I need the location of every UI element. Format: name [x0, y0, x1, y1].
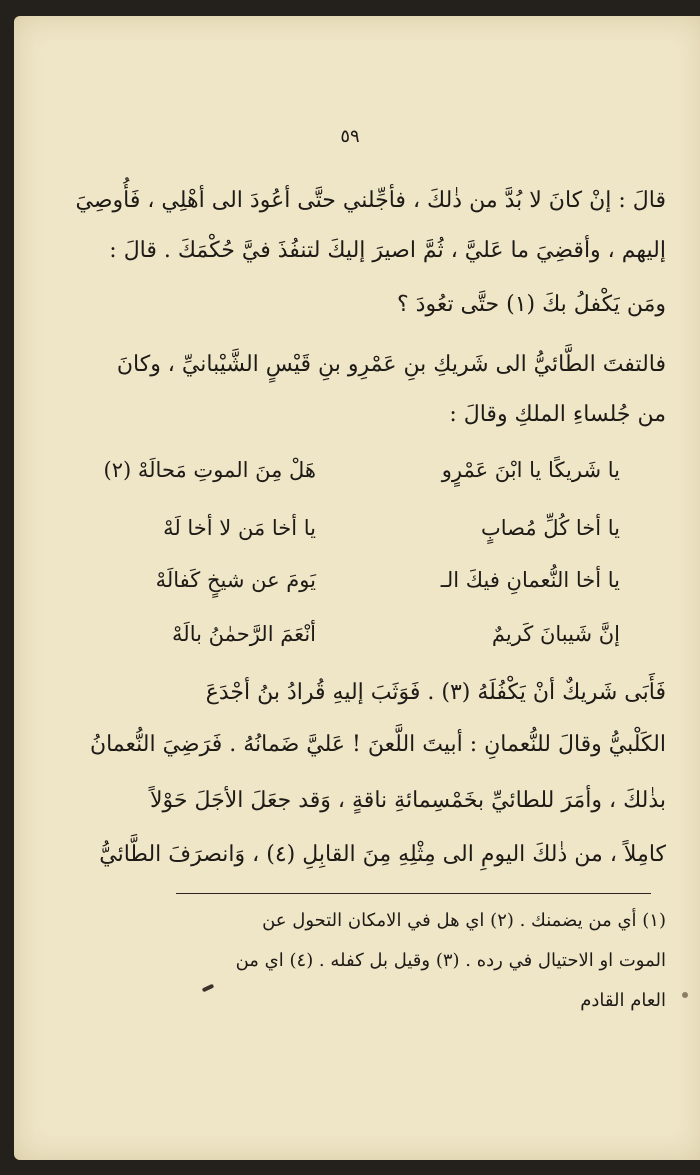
verse-first-hemistich: يا شَريكًا يا ابْنَ عَمْرٍو: [441, 458, 620, 482]
verse-second-hemistich: أنْعَمَ الرَّحمٰنُ بالَهْ: [172, 622, 316, 646]
verse-first-hemistich: يا أخا كُلِّ مُصابٍ: [480, 516, 620, 540]
footnote-line: (١) أي من يضمنك . (٢) اي هل في الامكان التحول عن: [262, 910, 666, 931]
verse-second-hemistich: يا أخا مَن لا أخا لَهْ: [163, 516, 316, 540]
text-line: من جُلساءِ الملكِ وقالَ :: [449, 402, 666, 427]
text-line: فَأَبَى شَريكٌ أنْ يَكْفُلَهُ (٣) . فَوَثَبَ إليهِ قُرادُ بنُ أجْدَعَ: [205, 680, 666, 705]
page-number: ٥٩: [340, 126, 360, 147]
verse-second-hemistich: هَلْ مِنَ الموتِ مَحالَهْ (٢): [103, 458, 316, 482]
verse-first-hemistich: يا أخا النُّعمانِ فيكَ الـ: [440, 568, 620, 592]
verse-first-hemistich: إنَّ شَيبانَ كَريمٌ: [491, 622, 620, 646]
text-line: إليهم ، وأقضِيَ ما عَليَّ ، ثُمَّ اصيرَ إليكَ لتنفُذَ فيَّ حُكْمَكَ . قالَ :: [109, 238, 666, 263]
footnote-line: العام القادم: [580, 990, 666, 1011]
footnote-line: الموت او الاحتيال في رده . (٣) وقيل بل كفله . (٤) اي من: [235, 950, 666, 971]
text-line: قالَ : إنْ كانَ لا بُدَّ من ذٰلكَ ، فأجِّلني حتَّى أعُودَ الى أهْلِي ، فَأُوصِيَ: [75, 188, 666, 213]
footnote-divider: [176, 893, 651, 894]
verse-second-hemistich: يَومَ عن شيخٍ كَفالَهْ: [155, 568, 316, 592]
text-line: ومَن يَكْفلُ بكَ (١) حتَّى تعُودَ ؟: [397, 292, 666, 317]
text-line: بذٰلكَ ، وأمَرَ للطائيِّ بخَمْسِمائةِ ناقةٍ ، وَقد جعَلَ الأجَلَ حَوْلاً: [149, 788, 666, 813]
text-line: الكَلْبيُّ وقالَ للنُّعمانِ : أبيتَ اللَّعنَ ! عَليَّ ضَمانُهُ . فَرَضِيَ النُّعمانُ: [89, 732, 666, 757]
margin-dot: [682, 992, 688, 998]
text-line: كامِلاً ، من ذٰلكَ اليومِ الى مِثْلِهِ مِنَ القابِلِ (٤) ، وَانصرَفَ الطَّائيُّ: [99, 842, 666, 867]
text-line: فالتفتَ الطَّائيُّ الى شَريكِ بنِ عَمْرِو بنِ قَيْسٍ الشَّيْبانيِّ ، وكانَ: [116, 352, 666, 377]
